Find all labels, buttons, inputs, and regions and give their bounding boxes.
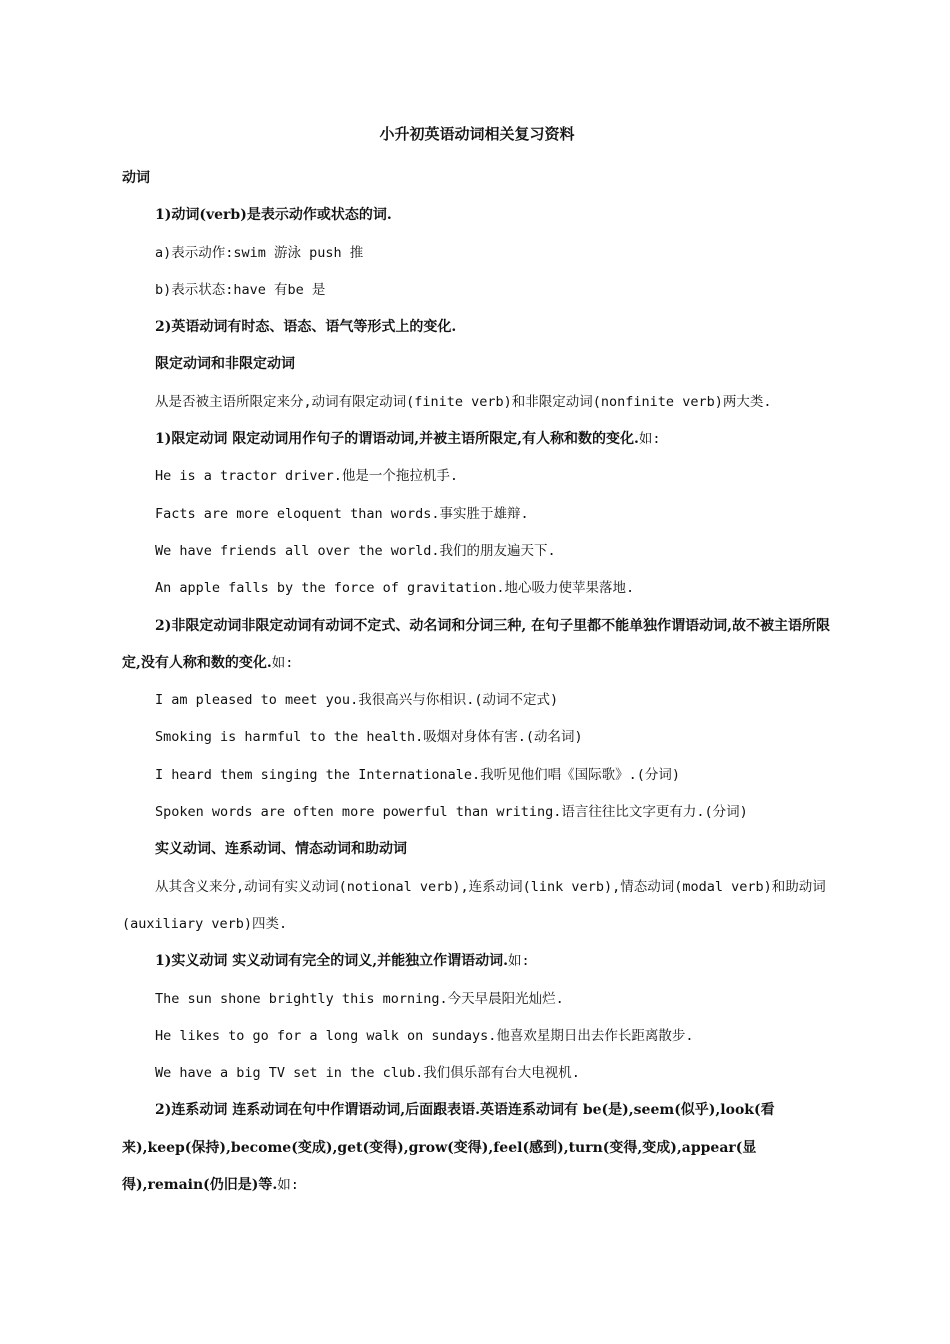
paragraph: b)表示状态:have 有be 是	[155, 281, 326, 298]
bold-text: 1)限定动词 限定动词用作句子的谓语动词,并被主语所限定,有人称和数的变化.	[155, 431, 639, 448]
plain-text: 如:	[508, 953, 530, 970]
paragraph	[122, 943, 832, 980]
example-sentence: I heard them singing the Internationale.我听见他们唱《国际歌》.(分词)	[155, 766, 680, 783]
plain-text: 如:	[271, 654, 294, 671]
bold-text: 2)非限定动词非限定动词有动词不定式、动名词和分词三种, 在句子里都不能单独作谓语动词,故不被主语所限定,没有人称和数的变化.	[122, 617, 830, 671]
example-sentence: Smoking is harmful to the health.吸烟对身体有害.(动名词)	[155, 729, 583, 746]
example-sentence: We have a big TV set in the club.我们俱乐部有台大电视机.	[155, 1065, 580, 1082]
paragraph	[122, 1092, 832, 1204]
paragraph: a)表示动作:swim 游泳 push 推	[155, 244, 364, 261]
plain-text: 如:	[638, 431, 661, 448]
paragraph: 1)动词(verb)是表示动作或状态的词.	[155, 207, 392, 224]
example-sentence: An apple falls by the force of gravitation.地心吸力使苹果落地.	[155, 580, 635, 597]
section-heading: 动词	[122, 170, 150, 186]
example-sentence: I am pleased to meet you.我很高兴与你相识.(动词不定式)	[155, 692, 559, 709]
plain-text: 如:	[277, 1177, 299, 1194]
example-sentence: We have friends all over the world.我们的朋友遍天下.	[155, 542, 556, 559]
example-sentence: Spoken words are often more powerful than writing.语言往往比文字更有力.(分词)	[155, 804, 748, 821]
paragraph	[122, 608, 832, 683]
bold-text: 1)实义动词 实义动词有完全的词义,并能独立作谓语动词.	[155, 953, 508, 970]
paragraph: 从其含义来分,动词有实义动词(notional verb),连系动词(link verb),情态动词(modal verb)和助动词(auxiliary verb)四类.	[122, 878, 826, 932]
document-body	[122, 122, 832, 1204]
paragraph: 2)英语动词有时态、语态、语气等形式上的变化.	[155, 319, 457, 336]
paragraph: 从是否被主语所限定来分,动词有限定动词(finite verb)和非限定动词(nonfinite verb)两大类.	[155, 393, 772, 410]
example-sentence: He is a tractor driver.他是一个拖拉机手.	[155, 468, 459, 485]
document-title: 小升初英语动词相关复习资料	[379, 125, 575, 143]
example-sentence: He likes to go for a long walk on sundays.他喜欢星期日出去作长距离散步.	[155, 1027, 694, 1044]
bold-text: 2)连系动词 连系动词在句中作谓语动词,后面跟表语.英语连系动词有 be(是),seem(似乎),look(看来),keep(保持),become(变成),get(变得),grow(变得),feel(感到),turn(变得,变成),appear(显得),remain(仍旧是)等.	[122, 1102, 775, 1194]
paragraph	[122, 421, 832, 458]
subsection-heading: 实义动词、连系动词、情态动词和助动词	[155, 841, 407, 858]
example-sentence: The sun shone brightly this morning.今天早晨阳光灿烂.	[155, 990, 564, 1007]
subsection-heading: 限定动词和非限定动词	[155, 356, 295, 373]
example-sentence: Facts are more eloquent than words.事实胜于雄辩.	[155, 505, 529, 522]
